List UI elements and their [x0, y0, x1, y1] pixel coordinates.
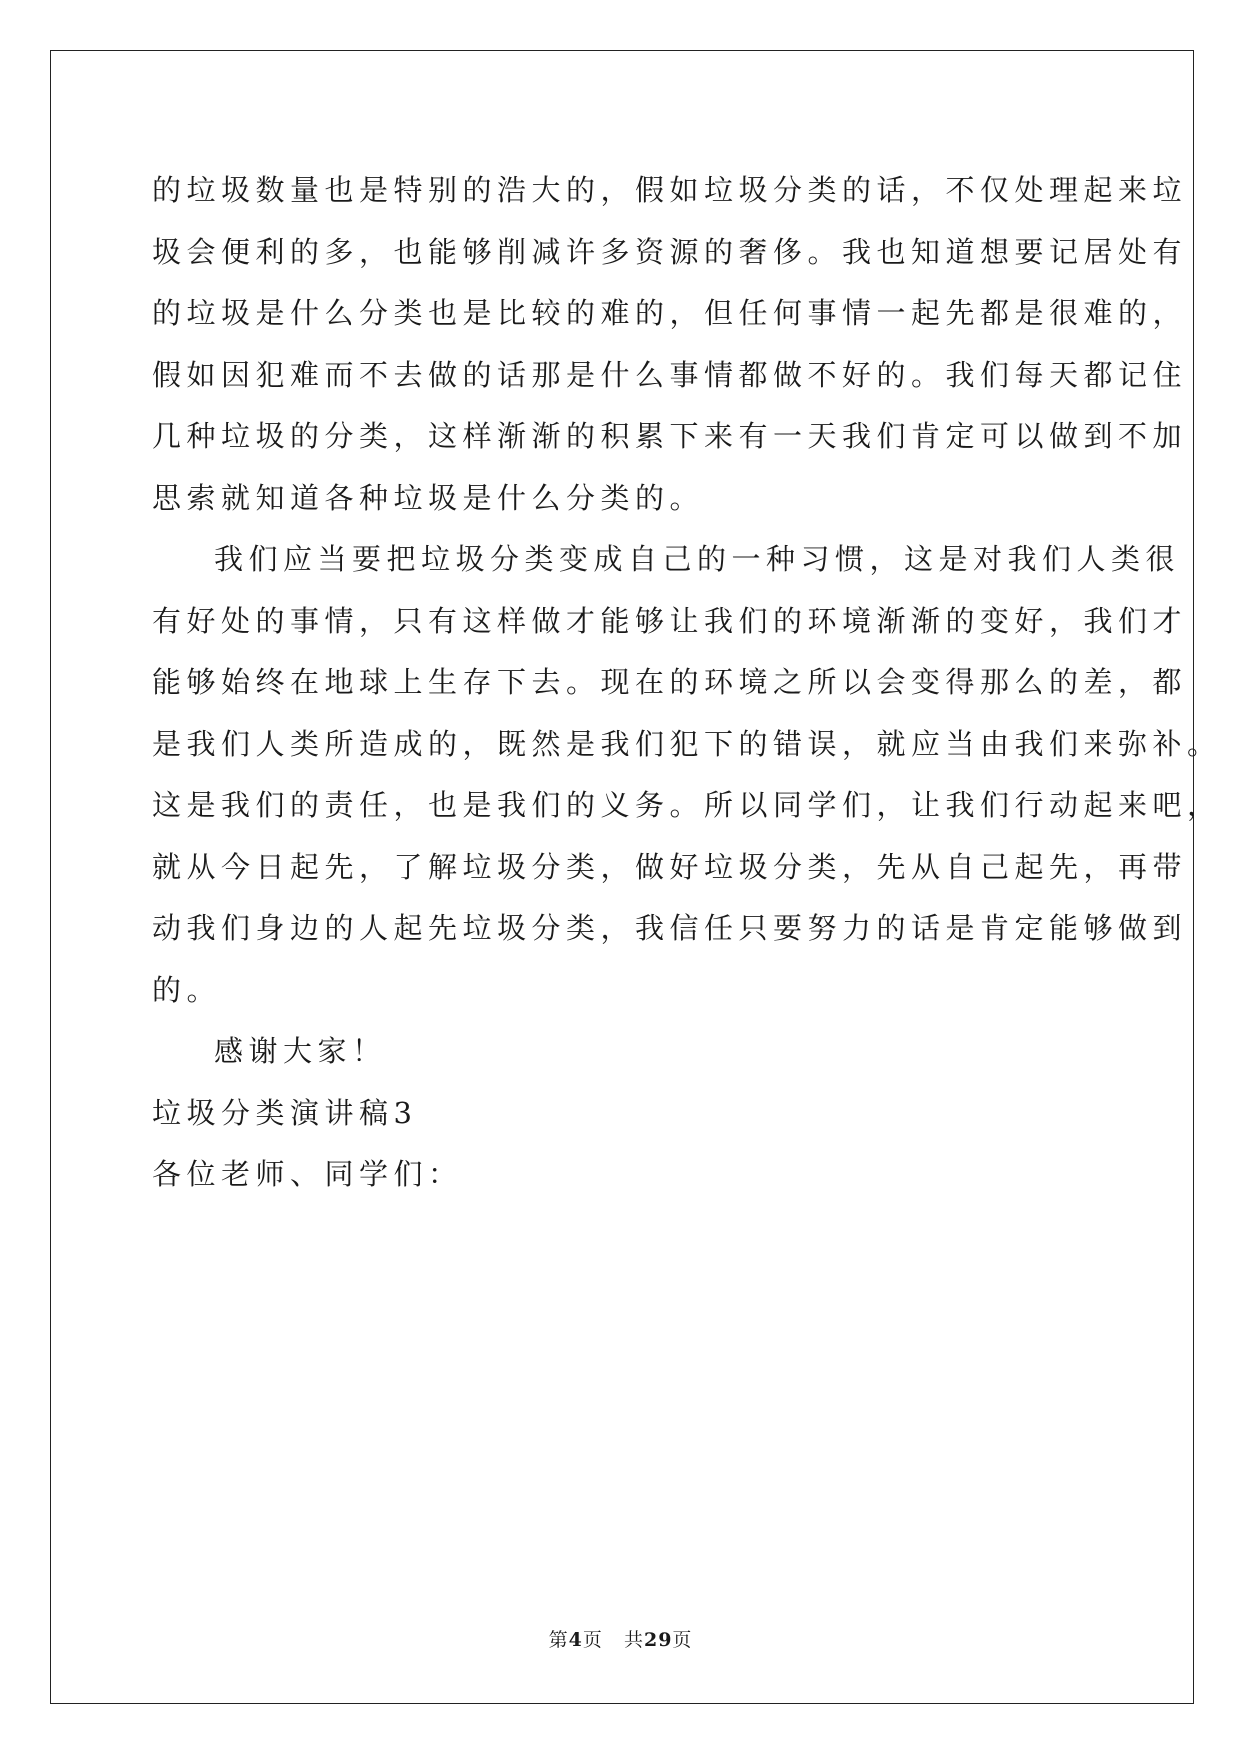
- footer-total-unit: 页: [672, 1629, 693, 1651]
- footer-total-prefix: 共: [623, 1629, 644, 1651]
- text-line: 的垃圾数量也是特别的浩大的，假如垃圾分类的话，不仅处理起来垃: [152, 173, 1188, 207]
- text-line: 几种垃圾的分类，这样渐渐的积累下来有一天我们肯定可以做到不加: [152, 419, 1188, 453]
- text-line: 是我们人类所造成的，既然是我们犯下的错误，就应当由我们来弥补。: [152, 726, 1222, 761]
- document-body: [152, 160, 1222, 1206]
- text-line: 思索就知道各种垃圾是什么分类的。: [152, 480, 705, 515]
- text-line: 圾会便利的多，也能够削减许多资源的奢侈。我也知道想要记居处有: [152, 234, 1188, 269]
- text-line: 的。: [152, 972, 222, 1007]
- footer-page-unit: 页: [582, 1629, 603, 1651]
- text-line: 动我们身边的人起先垃圾分类，我信任只要努力的话是肯定能够做到: [152, 911, 1188, 945]
- text-line: 我们应当要把垃圾分类变成自己的一种习惯，这是对我们人类很: [214, 542, 1181, 576]
- text-line: 各位老师、同学们：: [152, 1157, 463, 1191]
- text-line: 假如因犯难而不去做的话那是什么事情都做不好的。我们每天都记住: [152, 357, 1188, 392]
- footer-page-number: 4: [568, 1629, 583, 1651]
- footer-prefix: 第: [548, 1629, 569, 1651]
- text-line: 就从今日起先，了解垃圾分类，做好垃圾分类，先从自己起先，再带: [152, 849, 1188, 884]
- text-line: 这是我们的责任，也是我们的义务。所以同学们，让我们行动起来吧，: [152, 788, 1222, 822]
- text-line: 的垃圾是什么分类也是比较的难的，但任何事情一起先都是很难的，: [152, 296, 1188, 330]
- footer-total-pages: 29: [643, 1629, 673, 1651]
- text-line: 能够始终在地球上生存下去。现在的环境之所以会变得那么的差，都: [152, 665, 1188, 699]
- text-line: 有好处的事情，只有这样做才能够让我们的环境渐渐的变好，我们才: [152, 603, 1188, 638]
- text-line: 垃圾分类演讲稿3: [152, 1095, 418, 1130]
- text-line: 感谢大家！: [214, 1034, 387, 1068]
- page-footer: [0, 1625, 1241, 1652]
